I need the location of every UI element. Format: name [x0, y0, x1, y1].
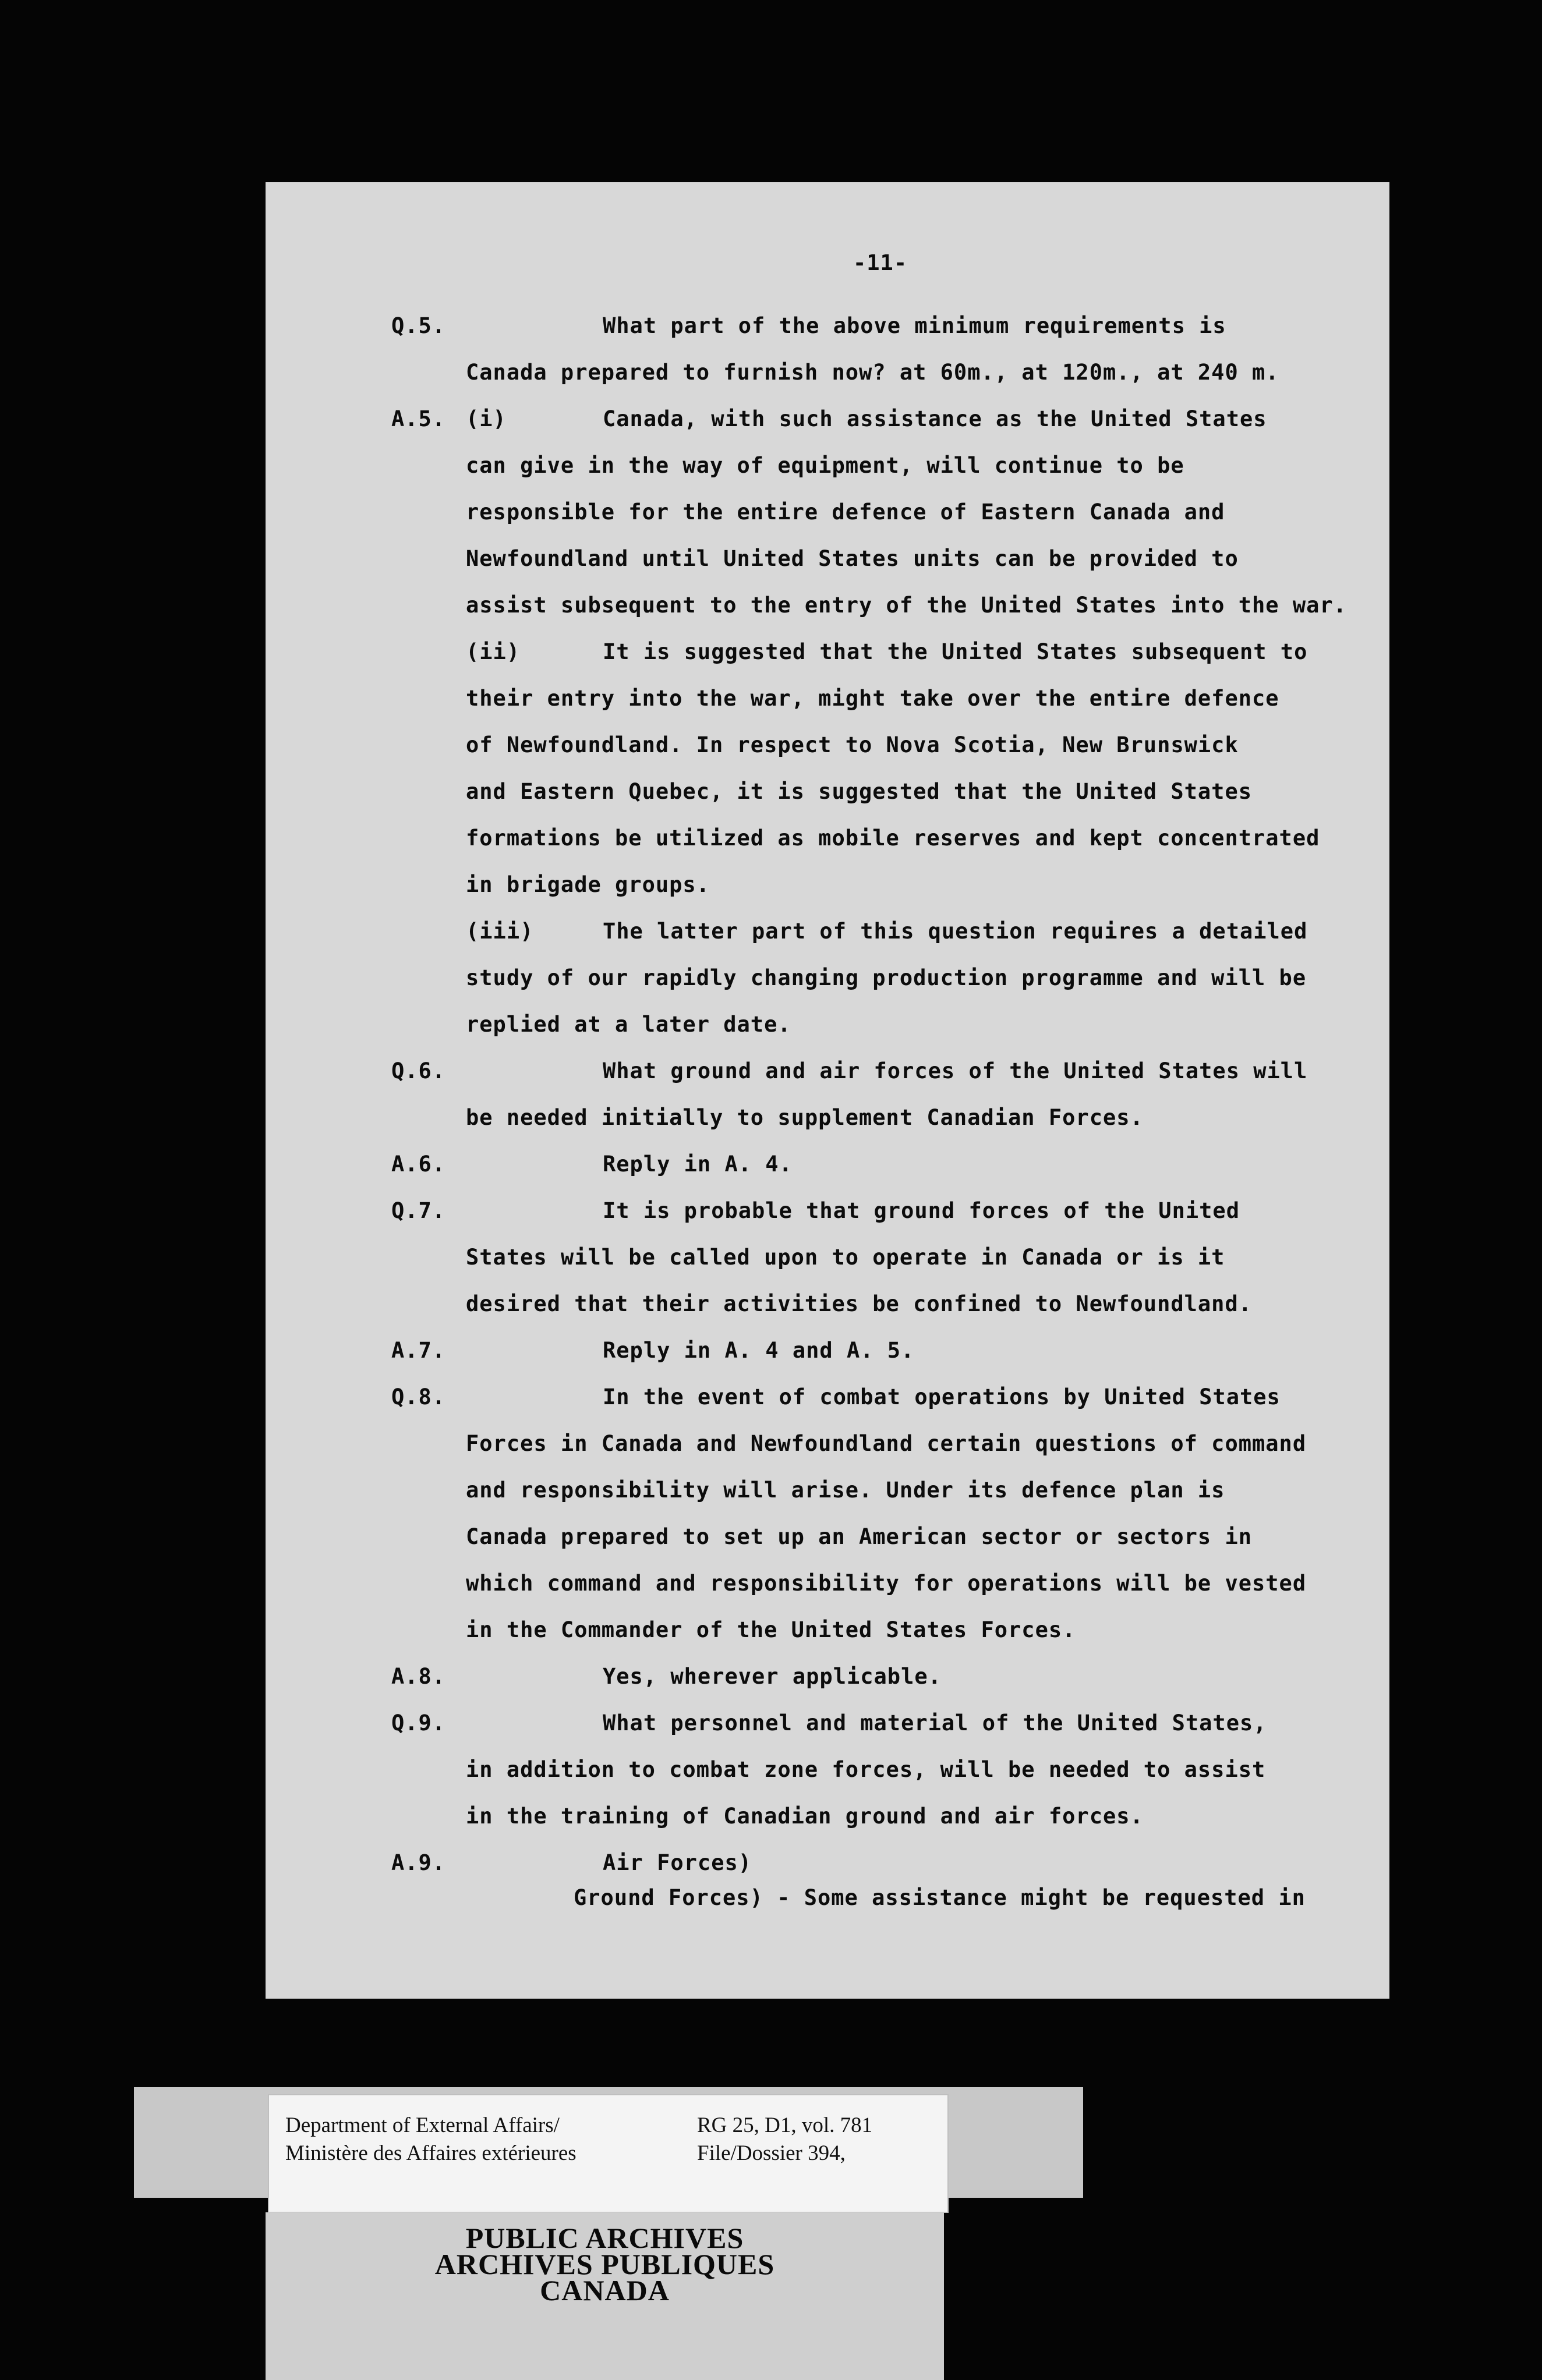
- text-line: Yes, wherever applicable.: [603, 1664, 942, 1689]
- text-line: in the training of Canadian ground and air forces.: [466, 1804, 1144, 1829]
- text-line: What personnel and material of the United States,: [603, 1710, 1267, 1736]
- text-line: Ground Forces) - Some assistance might be requested in: [574, 1885, 1306, 1910]
- text-line: and Eastern Quebec, it is suggested that the United States: [466, 779, 1253, 804]
- text-line: can give in the way of equipment, will continue to be: [466, 453, 1184, 478]
- question-label: Q.8.: [391, 1384, 446, 1409]
- text-line: in addition to combat zone forces, will be needed to assist: [466, 1757, 1266, 1782]
- text-line: which command and responsibility for operations will be vested: [466, 1571, 1307, 1596]
- text-line: States will be called upon to operate in Canada or is it: [466, 1245, 1225, 1270]
- question-label: Q.7.: [391, 1198, 446, 1223]
- text-line: Canada, with such assistance as the United States: [603, 406, 1267, 431]
- record-group-reference: RG 25, D1, vol. 781: [697, 2113, 873, 2137]
- answer-label: A.5.: [391, 406, 446, 431]
- text-line: It is probable that ground forces of the United: [603, 1198, 1240, 1223]
- question-label: Q.5.: [391, 313, 446, 338]
- text-line: their entry into the war, might take over the entire defence: [466, 686, 1279, 711]
- page-number: -11-: [853, 250, 908, 275]
- text-line: Air Forces): [603, 1850, 752, 1875]
- question-label: Q.6.: [391, 1058, 446, 1083]
- text-line: What part of the above minimum requirements is: [603, 313, 1226, 338]
- text-line: desired that their activities be confined to Newfoundland.: [466, 1291, 1253, 1316]
- text-line: formations be utilized as mobile reserves and kept concentrated: [466, 826, 1320, 851]
- answer-label: A.8.: [391, 1664, 446, 1689]
- text-line: Forces in Canada and Newfoundland certain questions of command: [466, 1431, 1307, 1456]
- text-line: Reply in A. 4 and A. 5.: [603, 1338, 915, 1363]
- department-name-fr: Ministère des Affaires extérieures: [285, 2141, 577, 2165]
- text-line: replied at a later date.: [466, 1012, 791, 1037]
- text-line: What ground and air forces of the United States will: [603, 1058, 1308, 1083]
- stamp-line-canada: CANADA: [540, 2274, 670, 2307]
- stamp-line-public-archives: PUBLIC ARCHIVES: [465, 2222, 744, 2254]
- subsection-marker: (ii): [466, 639, 521, 664]
- answer-label: A.7.: [391, 1338, 446, 1363]
- text-line: responsible for the entire defence of Eastern Canada and: [466, 500, 1225, 525]
- answer-label: A.6.: [391, 1152, 446, 1177]
- text-line: in the Commander of the United States Forces.: [466, 1617, 1076, 1642]
- text-line: and responsibility will arise. Under its defence plan is: [466, 1478, 1225, 1503]
- text-line: In the event of combat operations by United States: [603, 1384, 1281, 1409]
- question-label: Q.9.: [391, 1710, 446, 1736]
- file-reference: File/Dossier 394,: [697, 2141, 846, 2165]
- department-name-en: Department of External Affairs/: [285, 2113, 560, 2137]
- answer-label: A.9.: [391, 1850, 446, 1875]
- text-line: It is suggested that the United States subsequent to: [603, 639, 1308, 664]
- text-line: assist subsequent to the entry of the United States into the war.: [466, 593, 1347, 618]
- text-line: study of our rapidly changing production programme and will be: [466, 965, 1307, 990]
- stamp-line-archives-publiques: ARCHIVES PUBLIQUES: [434, 2248, 775, 2280]
- text-line: in brigade groups.: [466, 872, 710, 897]
- text-line: Newfoundland until United States units can be provided to: [466, 546, 1239, 571]
- text-line: be needed initially to supplement Canadian Forces.: [466, 1105, 1144, 1130]
- text-line: Canada prepared to set up an American sector or sectors in: [466, 1524, 1253, 1549]
- subsection-marker: (i): [466, 406, 507, 431]
- text-line: The latter part of this question requires a detailed: [603, 919, 1308, 944]
- text-line: Reply in A. 4.: [603, 1152, 793, 1177]
- text-line: Canada prepared to furnish now? at 60m., at 120m., at 240 m.: [466, 360, 1279, 385]
- archive-reference-label: [268, 2094, 949, 2213]
- text-line: of Newfoundland. In respect to Nova Scotia, New Brunswick: [466, 732, 1239, 757]
- subsection-marker: (iii): [466, 919, 534, 944]
